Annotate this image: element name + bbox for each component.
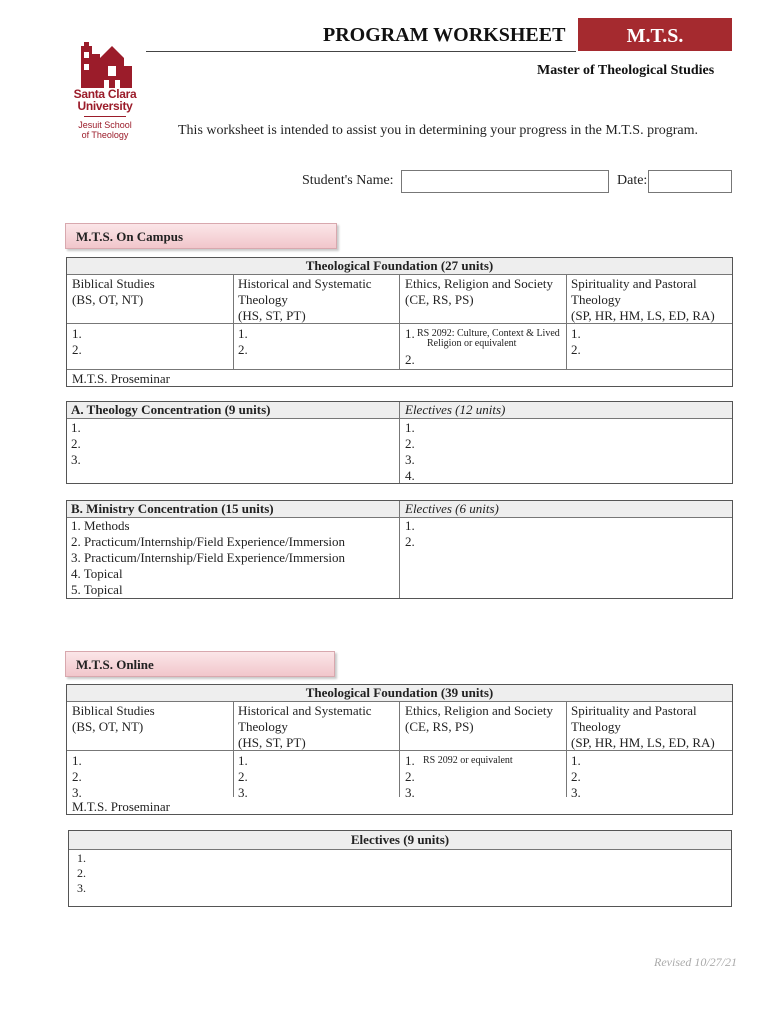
student-name-label: Student's Name: — [302, 173, 394, 188]
ministry-item: 1. Methods — [71, 518, 130, 533]
student-name-field[interactable] — [401, 170, 609, 193]
logo-text-university: University — [77, 99, 133, 113]
online-col1-item: 1. — [72, 753, 82, 768]
campus-col3-item-num: 1. — [405, 326, 415, 341]
online-col1-item: 2. — [72, 769, 82, 784]
online-foundation-title: Theological Foundation (39 units) — [305, 685, 494, 700]
online-col4-head1: Spirituality and Pastoral — [571, 703, 697, 718]
online-proseminar: M.T.S. Proseminar — [72, 799, 170, 814]
campus-proseminar: M.T.S. Proseminar — [72, 371, 170, 386]
logo-text-of-theology: of Theology — [81, 130, 129, 140]
online-col4-head2: Theology — [571, 719, 621, 734]
campus-col4-head1: Spirituality and Pastoral — [571, 276, 697, 291]
campus-col2-item: 2. — [238, 342, 248, 357]
online-col-divider-1 — [233, 701, 234, 797]
ministry-item: 4. Topical — [71, 566, 123, 581]
online-col2-head2: Theology — [238, 719, 288, 734]
electives-a-item: 4. — [405, 468, 415, 483]
campus-col3-item-text-cont: Religion or equivalent — [427, 338, 517, 349]
ministry-title: B. Ministry Concentration (15 units) — [71, 501, 274, 516]
online-col-divider-2 — [399, 701, 400, 797]
theology-item: 1. — [71, 420, 81, 435]
logo-text-jesuit-school: Jesuit School — [78, 120, 132, 130]
campus-col1-item: 2. — [72, 342, 82, 357]
intro-text: This worksheet is intended to assist you in determining your progress in the M.T.S. program. — [178, 123, 699, 138]
campus-col3-head1: Ethics, Religion and Society — [405, 276, 554, 291]
online-col1-head2: (BS, OT, NT) — [72, 719, 144, 734]
campus-proseminar-divider — [67, 369, 732, 370]
electives-b-title: Electives (6 units) — [405, 501, 499, 516]
university-logo — [70, 36, 140, 146]
online-col3-item: 3. — [405, 785, 415, 800]
ministry-item: 2. Practicum/Internship/Field Experience/Immersion — [71, 534, 346, 549]
title-underline — [146, 51, 576, 52]
section-online: M.T.S. Online — [65, 651, 335, 677]
campus-col3-item: 2. — [405, 352, 415, 367]
online-col2-item: 3. — [238, 785, 248, 800]
campus-col4-item: 1. — [571, 326, 581, 341]
logo-text-santa-clara: Santa Clara — [73, 87, 137, 101]
campus-col1-item: 1. — [72, 326, 82, 341]
online-electives-item: 1. — [77, 851, 86, 865]
online-electives-item: 3. — [77, 881, 86, 895]
program-subtitle: Master of Theological Studies — [537, 63, 715, 78]
campus-foundation-title: Theological Foundation (27 units) — [305, 258, 494, 273]
online-col1-item: 3. — [72, 785, 82, 800]
online-electives-title: Electives (9 units) — [350, 832, 450, 847]
campus-foundation-table — [66, 257, 733, 387]
campus-col2-head3: (HS, ST, PT) — [238, 308, 306, 323]
online-col2-head3: (HS, ST, PT) — [238, 735, 306, 750]
date-label: Date: — [617, 173, 648, 188]
online-col1-head1: Biblical Studies — [72, 703, 155, 718]
date-field[interactable] — [648, 170, 732, 193]
electives-a-item: 3. — [405, 452, 415, 467]
campus-col2-head2: Theology — [238, 292, 288, 307]
online-col3-item-text: RS 2092 or equivalent — [423, 755, 513, 766]
online-col2-head1: Historical and Systematic — [238, 703, 372, 718]
theology-item: 3. — [71, 452, 81, 467]
online-col2-item: 2. — [238, 769, 248, 784]
mission-church-icon — [70, 36, 140, 88]
online-col4-item: 3. — [571, 785, 581, 800]
campus-col2-item: 1. — [238, 326, 248, 341]
section-on-campus: M.T.S. On Campus — [65, 223, 337, 249]
online-col3-head2: (CE, RS, PS) — [405, 719, 474, 734]
theology-title: A. Theology Concentration (9 units) — [71, 402, 271, 417]
online-col3-item-num: 1. — [405, 753, 415, 768]
theology-concentration-table — [66, 401, 733, 484]
campus-col1-head2: (BS, OT, NT) — [72, 292, 144, 307]
online-col-divider-3 — [566, 701, 567, 797]
campus-col-divider-2 — [399, 274, 400, 370]
online-col3-head1: Ethics, Religion and Society — [405, 703, 554, 718]
ministry-item: 5. Topical — [71, 582, 123, 597]
electives-b-item: 1. — [405, 518, 415, 533]
electives-b-item: 2. — [405, 534, 415, 549]
online-col2-item: 1. — [238, 753, 248, 768]
online-col4-item: 2. — [571, 769, 581, 784]
campus-col4-head2: Theology — [571, 292, 621, 307]
online-col4-item: 1. — [571, 753, 581, 768]
campus-col-divider-3 — [566, 274, 567, 370]
online-foundation-table — [66, 684, 733, 815]
ministry-concentration-table — [66, 500, 733, 599]
online-electives-item: 2. — [77, 866, 86, 880]
electives-a-title: Electives (12 units) — [405, 402, 506, 417]
online-col4-head3: (SP, HR, HM, LS, ED, RA) — [571, 735, 715, 750]
campus-col1-head1: Biblical Studies — [72, 276, 155, 291]
campus-col-divider-1 — [233, 274, 234, 370]
campus-col4-item: 2. — [571, 342, 581, 357]
ministry-col-divider — [399, 501, 400, 598]
ministry-item: 3. Practicum/Internship/Field Experience/Immersion — [71, 550, 346, 565]
online-electives-table — [68, 830, 732, 907]
campus-col4-head3: (SP, HR, HM, LS, ED, RA) — [571, 308, 715, 323]
campus-col3-item-text: RS 2092: Culture, Context & Lived — [417, 328, 560, 339]
online-col3-item: 2. — [405, 769, 415, 784]
program-badge: M.T.S. — [578, 18, 732, 51]
campus-col2-head1: Historical and Systematic — [238, 276, 372, 291]
theology-item: 2. — [71, 436, 81, 451]
theology-col-divider — [399, 402, 400, 483]
page-title: PROGRAM WORKSHEET — [323, 24, 566, 46]
logo-divider — [84, 116, 126, 117]
electives-a-item: 2. — [405, 436, 415, 451]
electives-a-item: 1. — [405, 420, 415, 435]
revised-date: Revised 10/27/21 — [654, 955, 737, 969]
campus-col3-head2: (CE, RS, PS) — [405, 292, 474, 307]
